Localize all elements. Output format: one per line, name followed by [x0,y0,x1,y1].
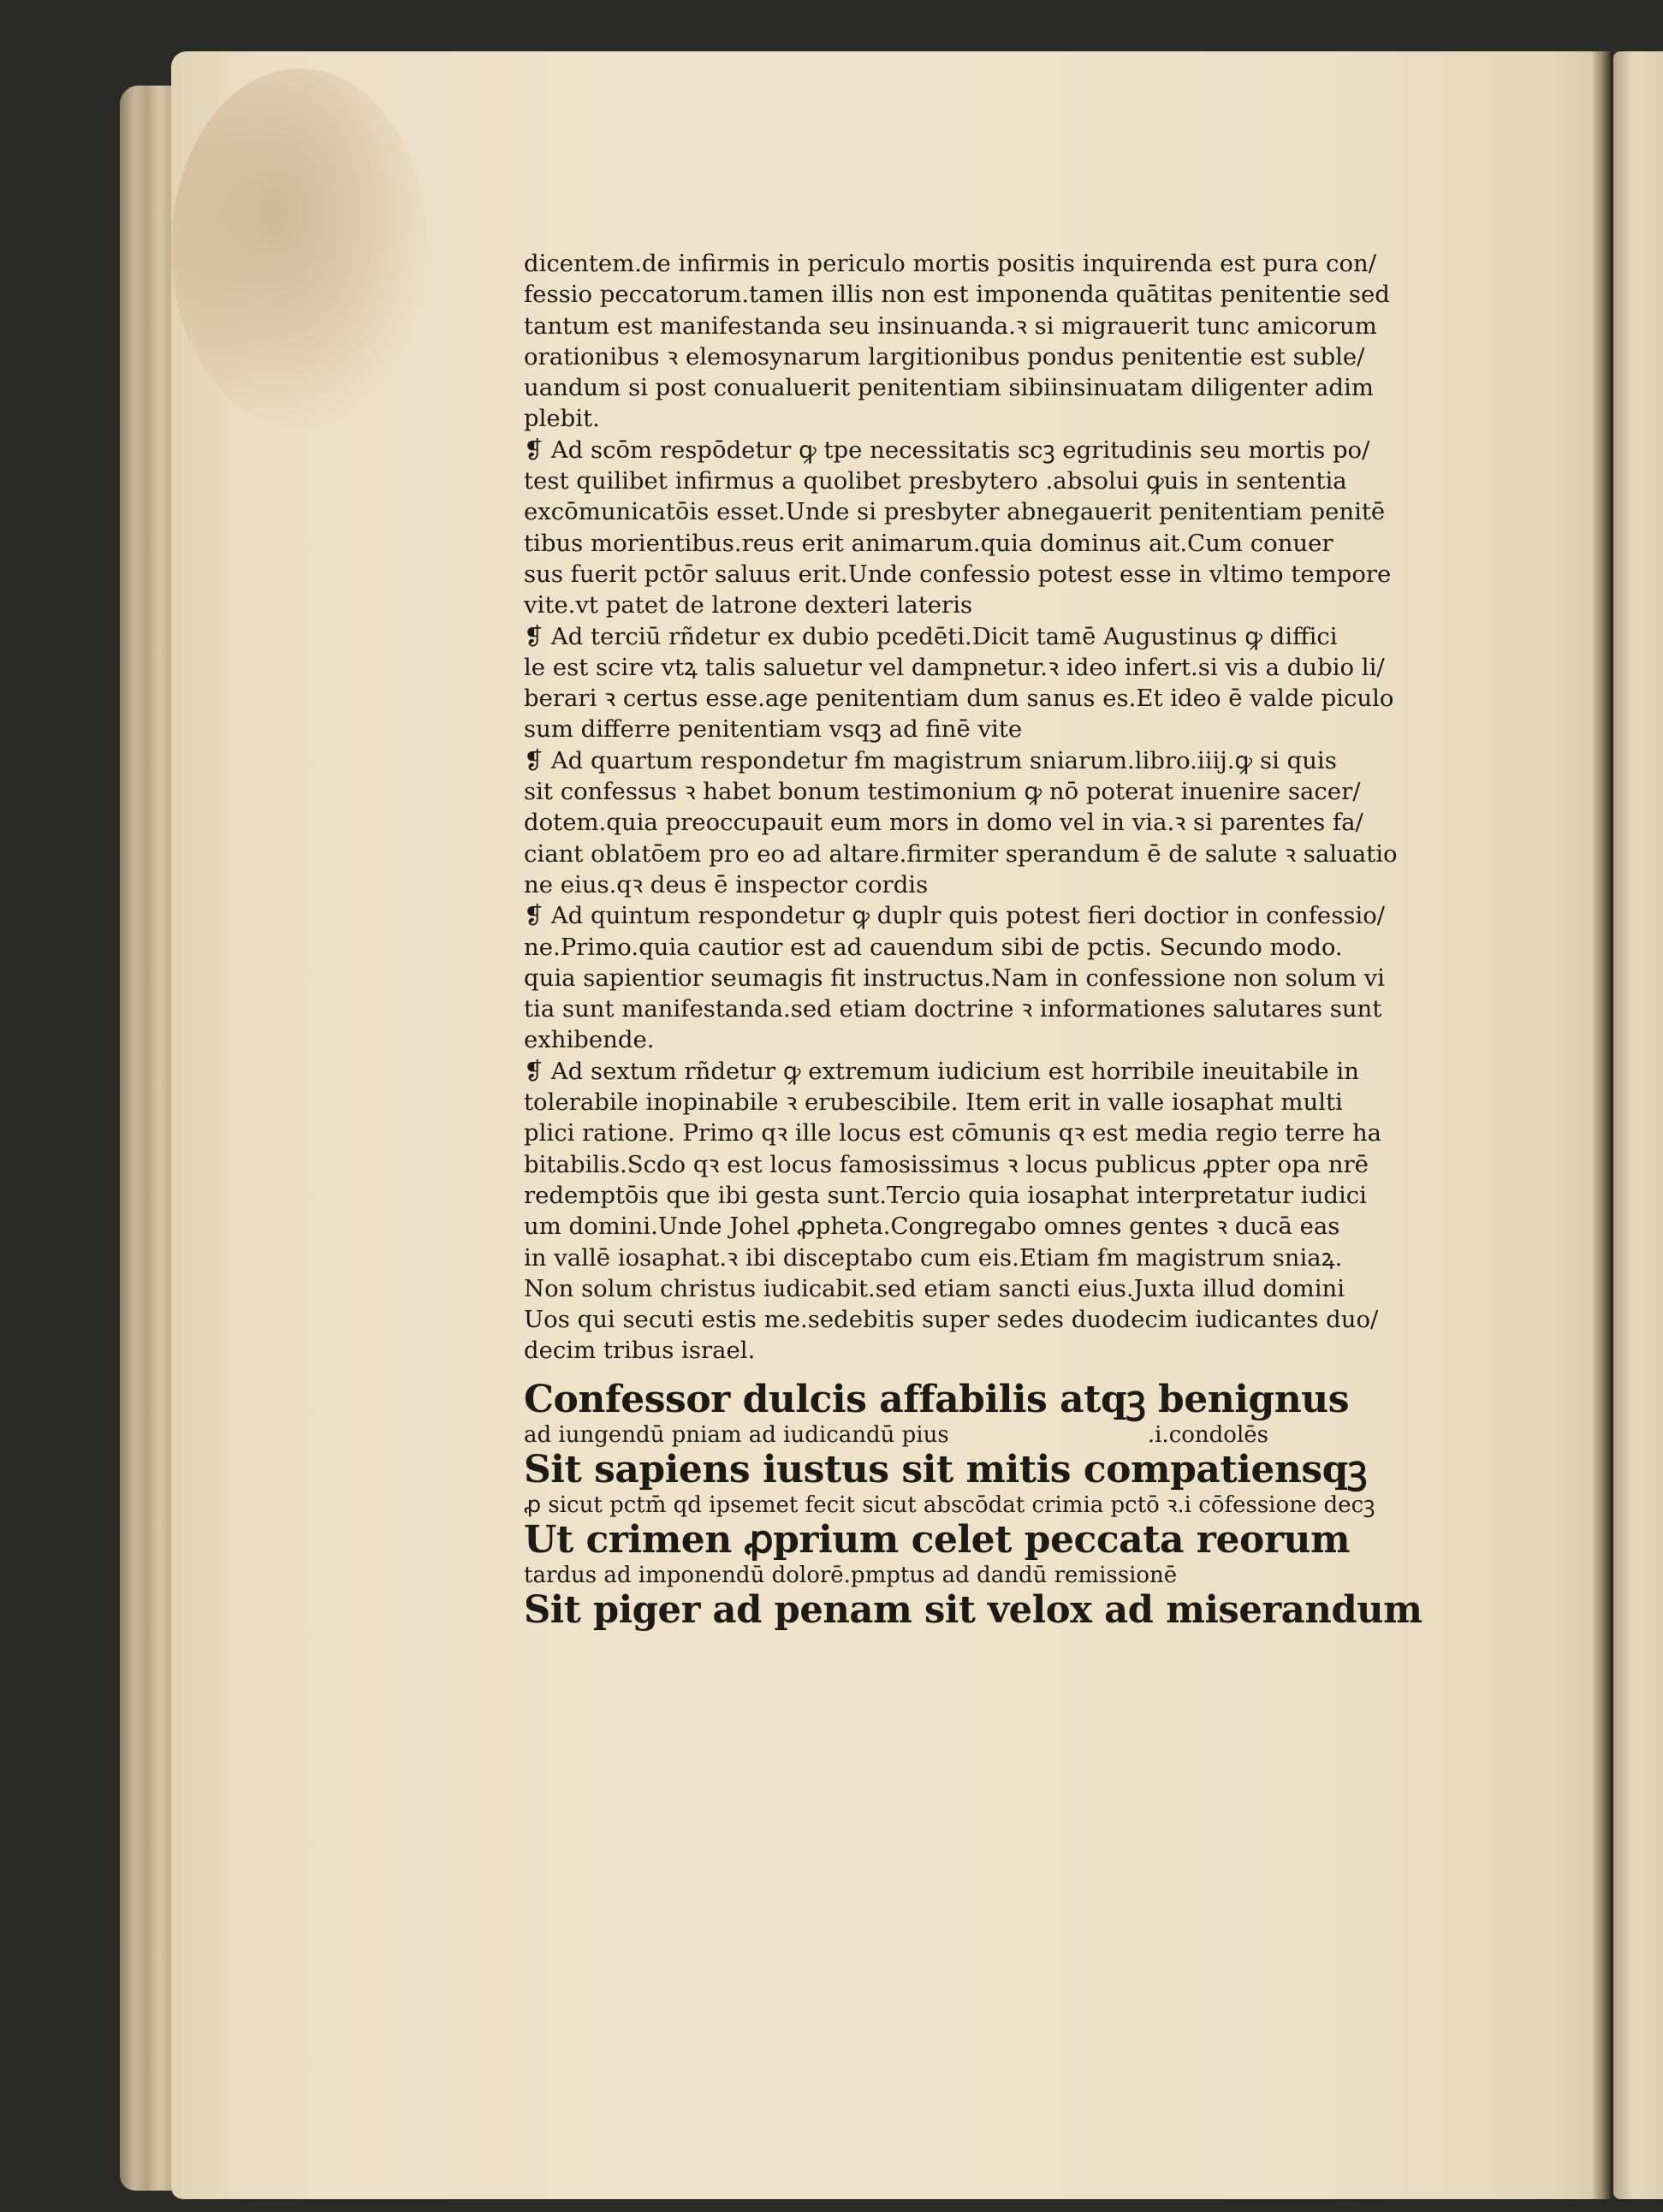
text-line: bitabilis.Scdo qꝛ est locus famosissimus ꝛ locus publicus ꝓpter opa nrē [524,1150,1369,1178]
gloss-row-1 [524,1421,1268,1449]
text-line: ciant oblatōem pro eo ad altare.firmiter sperandum ē de salute ꝛ saluatio [524,839,1398,868]
text-line: in vallē iosaphat.ꝛ ibi disceptabo cum eis.Etiam ẜm magistrum sniaꝝ. [524,1243,1343,1272]
gloss-line-3: tardus ad imponendū dolorē.pmptus ad dandū remissionē [524,1562,1178,1588]
text-line: uandum si post conualuerit penitentiam sibiinsinuatam diligenter adim [524,374,1374,402]
gloss-line-1-note: .i.condolēs [1147,1421,1268,1448]
gloss-line-1: ad iungendū pniam ad iudicandū pius [524,1421,949,1448]
verse-line-2: Sit sapiens iustus sit mitis compatiensqꝫ [524,1447,1367,1491]
commentary-text [524,248,1448,1367]
book-gutter [1592,51,1611,2199]
text-line: tibus morientibus.reus erit animarum.quia dominus ait.Cum conuer [524,529,1333,557]
verse-line-1: Confessor dulcis affabilis atqꝫ benignus [524,1377,1349,1421]
text-line: sum differre penitentiam vsqꝫ ad finē vite [524,715,1023,744]
facing-page-edge [1613,51,1663,2199]
text-line: ne eius.qꝛ deus ē inspector cordis [524,870,929,898]
text-line: berari ꝛ certus esse.age penitentiam dum sanus es.Et ideo ē valde piculo [524,685,1394,713]
text-block [524,248,1448,1632]
text-line: sus fuerit pctōr saluus erit.Unde confessio potest esse in vltimo tempore [524,560,1392,588]
text-line: vite.vt patet de latrone dexteri lateris [524,591,973,620]
text-line: ❡ Ad scōm respōdetur ꝙ tpe necessitatis scꝫ egritudinis seu mortis po/ [524,436,1370,464]
text-line: plici ratione. Primo qꝛ ille locus est cōmunis qꝛ est media regio terre ha [524,1119,1382,1148]
text-line: um domini.Unde Johel ꝓpheta.Congregabo omnes gentes ꝛ ducā eas [524,1213,1340,1241]
text-line: plebit. [524,405,600,433]
text-line: tolerabile inopinabile ꝛ erubescibile. Item erit in valle iosaphat multi [524,1088,1343,1117]
text-line: test quilibet infirmus a quolibet presbytero .absolui ꝙuis in sententia [524,467,1347,495]
text-line: sit confessus ꝛ habet bonum testimonium ꝙ nō poterat inuenire sacer/ [524,778,1361,806]
text-line: excōmunicatōis esset.Unde si presbyter abnegauerit penitentiam penitē [524,498,1386,526]
text-line: orationibus ꝛ elemosynarum largitionibus pondus penitentie est suble/ [524,342,1365,371]
text-line: tia sunt manifestanda.sed etiam doctrine ꝛ informationes salutares sunt [524,995,1382,1023]
verse-line-4: Sit piger ad penam sit velox ad miserandum [524,1587,1422,1632]
text-line: Uos qui secuti estis me.sedebitis super sedes duodecim iudicantes duo/ [524,1306,1379,1334]
text-line: ne.Primo.quia cautior est ad cauendum sibi de pctis. Secundo modo. [524,933,1343,961]
verse-line-3: Ut crimen ꝓprium celet peccata reorum [524,1517,1351,1562]
text-line: Non solum christus iudicabit.sed etiam sancti eius.Juxta illud domini [524,1274,1345,1302]
text-line: fessio peccatorum.tamen illis non est imponenda quātitas penitentie sed [524,281,1390,309]
text-line: dicentem.de infirmis in periculo mortis positis inquirenda est pura con/ [524,250,1376,277]
verse-block [524,1379,1448,1632]
text-line: quia sapientior seumagis fit instructus.Nam in confessione non solum vi [524,964,1385,992]
text-line: decim tribus israel. [524,1337,756,1365]
text-line: dotem.quia preoccupauit eum mors in domo vel in via.ꝛ si parentes fa/ [524,809,1363,837]
water-stain [171,68,428,428]
text-line: ❡ Ad quartum respondetur ẜm magistrum sniarum.libro.iiij.ꝙ si quis [524,746,1337,774]
text-line: exhibende. [524,1026,655,1054]
text-line: le est scire vtꝝ talis saluetur vel dampnetur.ꝛ ideo infert.si vis a dubio li/ [524,653,1385,681]
text-line: ❡ Ad terciū rñdetur ex dubio pcedēti.Dicit tamē Augustinus ꝙ diffici [524,622,1338,650]
gloss-line-2: ꝓ sicut pctm̄ qd ipsemet fecit sicut abscōdat crimia pctō ꝛ.i cōfessione decꝫ [524,1491,1375,1518]
text-line: redemptōis que ibi gesta sunt.Tercio quia iosaphat interpretatur iudici [524,1181,1367,1209]
text-line: ❡ Ad sextum rñdetur ꝙ extremum iudicium est horribile ineuitabile in [524,1057,1359,1085]
text-line: ❡ Ad quintum respondetur ꝙ duplr quis potest fieri doctior in confessio/ [524,902,1386,930]
text-line: tantum est manifestanda seu insinuanda.ꝛ si migrauerit tunc amicorum [524,311,1377,340]
